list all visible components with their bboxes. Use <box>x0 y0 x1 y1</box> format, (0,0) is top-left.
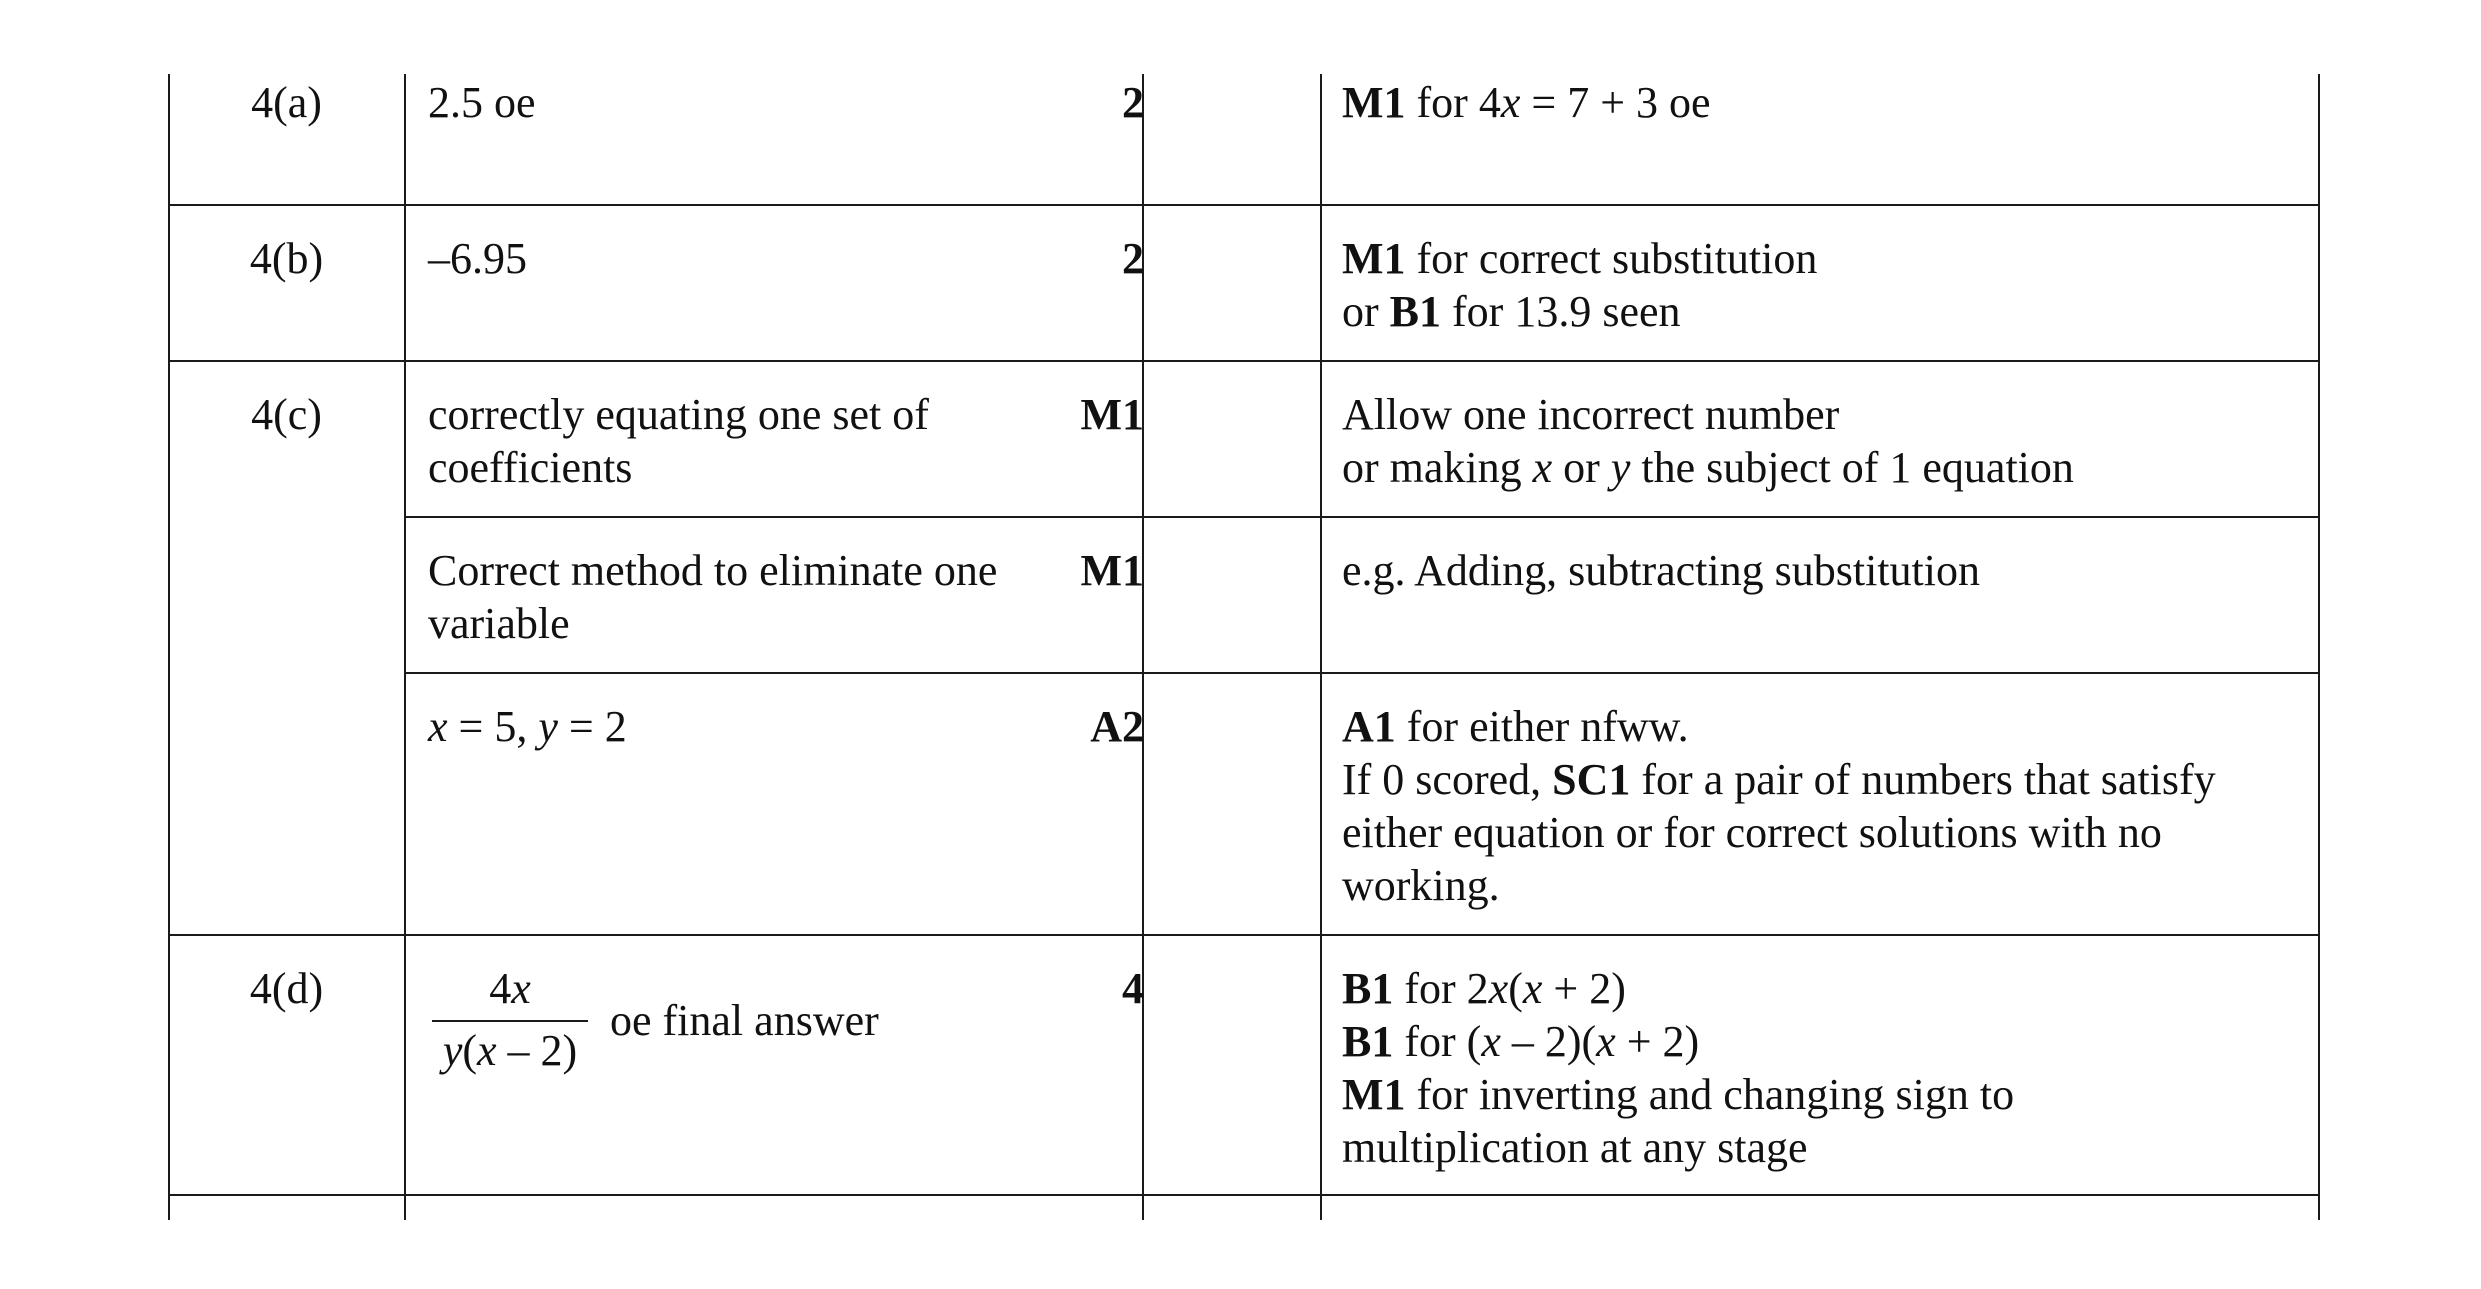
text-run: If 0 scored, <box>1342 755 1553 804</box>
marks-cell: M1 <box>1080 546 1144 595</box>
text-run: x <box>428 702 448 751</box>
guidance-cell <box>1342 76 1711 129</box>
text-run: M1 <box>1342 78 1406 127</box>
marks-cell: A2 <box>1090 702 1144 751</box>
text-run: for a pair of numbers that satisfy <box>1630 755 2216 804</box>
text-run: for correct substitution <box>1405 234 1818 283</box>
question-number: 4(c) <box>251 390 322 439</box>
text-run: for 4 <box>1405 78 1501 127</box>
text-run: x <box>1488 964 1509 1013</box>
text-run: x <box>1500 78 1521 127</box>
answer-cell <box>428 700 627 753</box>
text-line <box>1342 285 1817 338</box>
text-line <box>1342 962 2014 1015</box>
marks-cell: M1 <box>1080 390 1144 439</box>
text-run: x <box>1522 964 1543 1013</box>
answer-cell: 2.5 oe <box>428 78 536 127</box>
row-divider <box>168 204 2320 206</box>
fraction-bar <box>432 1020 588 1022</box>
guidance-cell <box>1342 544 1980 597</box>
text-run: M1 <box>1342 1070 1406 1119</box>
guidance-cell <box>1342 388 2074 494</box>
text-run: M1 <box>1342 234 1406 283</box>
text-line <box>428 700 627 753</box>
mark-scheme-table <box>168 74 2320 1220</box>
row-divider <box>404 672 2320 674</box>
text-run: for 2 <box>1393 964 1489 1013</box>
text-line <box>1342 1068 2014 1121</box>
text-run: ( <box>462 1026 477 1075</box>
text-run: e.g. Adding, subtracting substitution <box>1342 546 1980 595</box>
text-run: ( <box>1508 964 1523 1013</box>
fraction-denominator <box>430 1026 590 1076</box>
text-run: Allow one incorrect number <box>1342 390 1840 439</box>
table-border-right <box>2318 74 2320 1220</box>
text-run: for 13.9 seen <box>1441 287 1681 336</box>
row-divider <box>168 1194 2320 1196</box>
text-run: x <box>1532 443 1553 492</box>
text-run: or making <box>1342 443 1533 492</box>
question-number: 4(b) <box>249 234 324 283</box>
text-line <box>1342 859 2216 912</box>
text-run: = 5, <box>447 702 539 751</box>
text-run: for inverting and changing sign to <box>1405 1070 2015 1119</box>
answer-suffix: oe final answer <box>610 996 879 1045</box>
row-divider <box>168 934 2320 936</box>
text-run: the subject of 1 equation <box>1630 443 2074 492</box>
text-run: B1 <box>1389 287 1442 336</box>
text-run: or <box>1342 287 1390 336</box>
question-number: 4(a) <box>251 78 322 127</box>
row-divider <box>168 360 2320 362</box>
text-line <box>1342 441 2074 494</box>
text-run: – 2) <box>496 1026 578 1075</box>
text-run: = 7 + 3 oe <box>1520 78 1711 127</box>
text-run: y <box>538 702 558 751</box>
text-run: SC1 <box>1552 755 1631 804</box>
text-line <box>1342 806 2216 859</box>
text-run: B1 <box>1342 964 1394 1013</box>
text-run: y <box>1610 443 1631 492</box>
text-run: = 2 <box>557 702 627 751</box>
guidance-cell <box>1342 962 2014 1174</box>
text-run: x <box>511 964 531 1013</box>
answer-cell: Correct method to eliminate one variable <box>428 546 998 648</box>
text-run: working. <box>1342 861 1500 910</box>
text-run: y <box>442 1026 463 1075</box>
marks-cell: 2 <box>1122 78 1144 127</box>
text-line <box>1342 232 1817 285</box>
text-run: + 2) <box>1615 1017 1700 1066</box>
text-run: x <box>477 1026 497 1075</box>
marks-cell: 4 <box>1122 964 1144 1013</box>
text-run: for ( <box>1393 1017 1482 1066</box>
text-run: x <box>1481 1017 1501 1066</box>
answer-cell: –6.95 <box>428 234 527 283</box>
column-divider-marks <box>1320 74 1322 1220</box>
text-run: for either nfww. <box>1395 702 1689 751</box>
text-run: or <box>1552 443 1611 492</box>
marks-cell: 2 <box>1122 234 1144 283</box>
text-run: x <box>1596 1017 1616 1066</box>
text-run: – 2)( <box>1500 1017 1597 1066</box>
text-run: either equation or for correct solutions with no <box>1342 808 2162 857</box>
text-run: + 2) <box>1542 964 1626 1013</box>
text-line <box>1342 700 2216 753</box>
text-line <box>1342 544 1980 597</box>
text-run: multiplication at any stage <box>1342 1123 1808 1172</box>
question-number: 4(d) <box>249 964 324 1013</box>
guidance-cell <box>1342 232 1817 338</box>
guidance-cell <box>1342 700 2216 912</box>
text-run: B1 <box>1342 1017 1394 1066</box>
answer-cell: correctly equating one set of coefficients <box>428 390 929 492</box>
text-line <box>1342 1121 2014 1174</box>
text-line <box>1342 388 2074 441</box>
text-line <box>1342 1015 2014 1068</box>
text-line <box>1342 753 2216 806</box>
text-run: 4 <box>489 964 512 1013</box>
text-line <box>1342 76 1711 129</box>
fraction-numerator <box>430 964 590 1014</box>
text-run: A1 <box>1342 702 1396 751</box>
row-divider <box>404 516 2320 518</box>
